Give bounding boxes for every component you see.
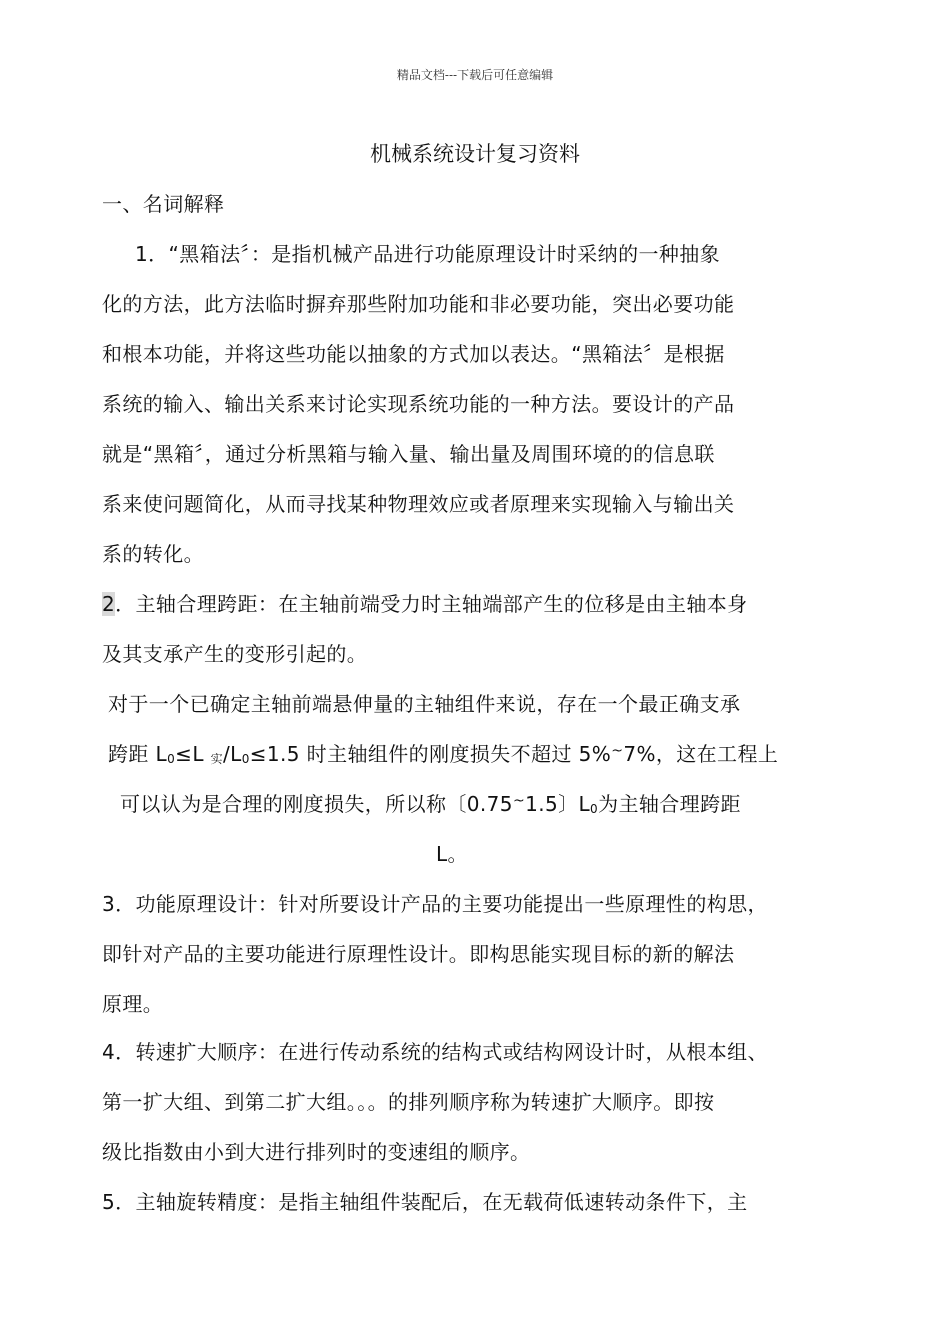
header-note: 精品文档---下载后可任意编辑 — [396, 68, 554, 82]
term1-line7: 系的转化。 — [102, 542, 204, 566]
term5-line1: 5．主轴旋转精度：是指主轴组件装配后，在无载荷低速转动条件下，主 — [102, 1190, 748, 1214]
term1-line3: 和根本功能，并将这些功能以抽象的方式加以表达。“黑箱法〞是根据 — [102, 342, 725, 366]
term2-line4-d: ≤1.5 时主轴组件的刚度损失不超过 5% — [249, 742, 612, 766]
subscript-shi: 实 — [210, 752, 224, 766]
term1-line5: 就是“黑箱〞，通过分析黑箱与输入量、输出量及周围环境的的信息联 — [102, 442, 715, 466]
term2-line6: L。 — [436, 842, 468, 866]
term2-line4 — [108, 738, 778, 767]
term2-line2: 及其支承产生的变形引起的。 — [102, 642, 368, 666]
subscript-0b: 0 — [241, 752, 250, 766]
tilde-mark: ~ — [611, 743, 624, 759]
term2-line1 — [102, 588, 748, 617]
term1-line2: 化的方法，此方法临时摒弃那些附加功能和非必要功能，突出必要功能 — [102, 292, 735, 316]
section-heading: 一、名词解释 — [102, 192, 225, 216]
subscript-0: 0 — [167, 752, 176, 766]
tilde-mark-2: ~ — [512, 793, 526, 809]
term2-line3: 对于一个已确定主轴前端悬伸量的主轴组件来说，存在一个最正确支承 — [108, 692, 741, 716]
term3-line1: 3．功能原理设计：针对所要设计产品的主要功能提出一些原理性的构思， — [102, 892, 768, 916]
subscript-0c: 0 — [590, 802, 599, 816]
term2-line1-text: ．主轴合理跨距：在主轴前端受力时主轴端部产生的位移是由主轴本身 — [115, 592, 748, 616]
term1-line1: 1．“黑箱法〞：是指机械产品进行功能原理设计时采纳的一种抽象 — [135, 242, 721, 266]
term2-line5-b: 1.5〕L — [525, 792, 591, 816]
term4-line2: 第一扩大组、到第二扩大组。。。的排列顺序称为转速扩大顺序。即按 — [102, 1090, 715, 1114]
term1-line6: 系来使问题简化，从而寻找某种物理效应或者原理来实现输入与输出关 — [102, 492, 735, 516]
term1-line4: 系统的输入、输出关系来讨论实现系统功能的一种方法。要设计的产品 — [102, 392, 735, 416]
term2-line4-a: 跨距 L — [108, 742, 168, 766]
term4-line3: 级比指数由小到大进行排列时的变速组的顺序。 — [102, 1140, 531, 1164]
document-title: 机械系统设计复习资料 — [370, 142, 580, 166]
term2-line4-b: ≤L — [175, 742, 211, 766]
term2-line5-a: 可以认为是合理的刚度损失，所以称〔0.75 — [120, 792, 513, 816]
term2-line5 — [120, 788, 741, 817]
term3-line3: 原理。 — [102, 992, 164, 1016]
term2-line5-c: 为主轴合理跨距 — [598, 792, 741, 816]
term2-number: 2 — [102, 592, 116, 616]
term3-line2: 即针对产品的主要功能进行原理性设计。即构思能实现目标的新的解法 — [102, 942, 735, 966]
term2-line4-e: 7%，这在工程上 — [623, 742, 779, 766]
term4-line1: 4．转速扩大顺序：在进行传动系统的结构式或结构网设计时，从根本组、 — [102, 1040, 768, 1064]
term2-line4-c: /L — [223, 742, 242, 766]
